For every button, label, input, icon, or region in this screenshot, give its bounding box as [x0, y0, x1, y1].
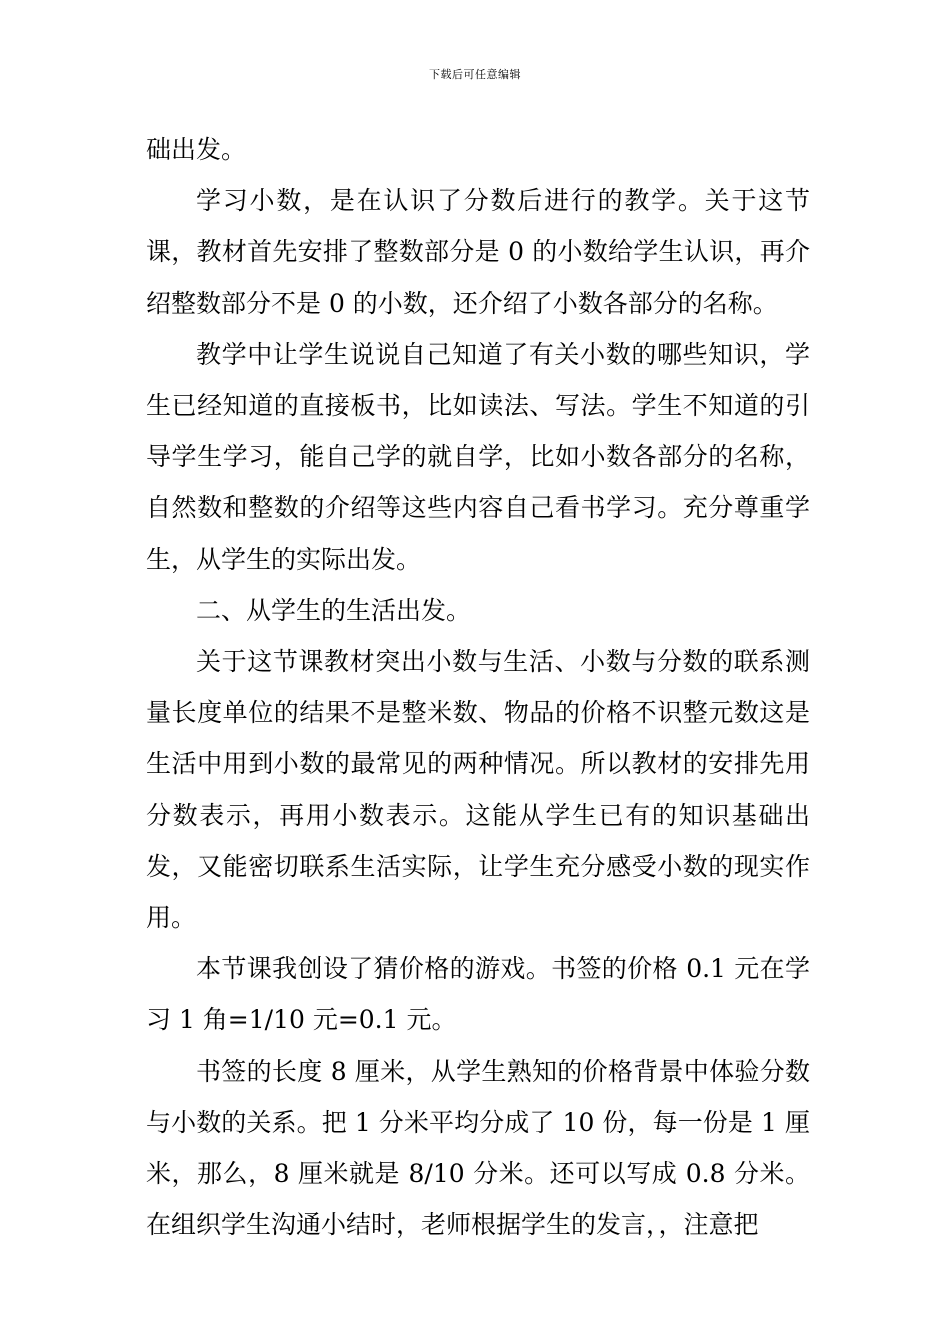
document-body [146, 124, 810, 1250]
paragraph: 本节课我创设了猜价格的游戏。书签的价格 0.1 元在学习 1 角=1/10 元=0.1 元。 [146, 954, 810, 1035]
paragraph: 学习小数，是在认识了分数后进行的教学。关于这节课，教材首先安排了整数部分是 0 的小数给学生认识，再介绍整数部分不是 0 的小数，还介绍了小数各部分的名称。 [146, 186, 810, 318]
paragraph: 教学中让学生说说自己知道了有关小数的哪些知识，学生已经知道的直接板书，比如读法、写法。学生不知道的引导学生学习，能自己学的就自学，比如小数各部分的名称，自然数和整数的介绍等这些内容自己看书学习。充分尊重学生，从学生的实际出发。 [146, 339, 810, 574]
paragraph: 书签的长度 8 厘米，从学生熟知的价格背景中体验分数与小数的关系。把 1 分米平均分成了 10 份，每一份是 1 厘米，那么，8 厘米就是 8/10 分米。还可以写成 0.8 分米。在组织学生沟通小结时，老师根据学生的发言，，注意把 [146, 1056, 810, 1240]
paragraph: 础出发。 [146, 135, 247, 164]
paragraph: 二、从学生的生活出发。 [196, 595, 472, 625]
paragraph: 关于这节课教材突出小数与生活、小数与分数的联系测量长度单位的结果不是整米数、物品的价格不识整元数这是生活中用到小数的最常见的两种情况。所以教材的安排先用分数表示，再用小数表示。这能从学生已有的知识基础出发，又能密切联系生活实际，让学生充分感受小数的现实作用。 [146, 647, 810, 933]
header-note: 下载后可任意编辑 [429, 68, 521, 81]
